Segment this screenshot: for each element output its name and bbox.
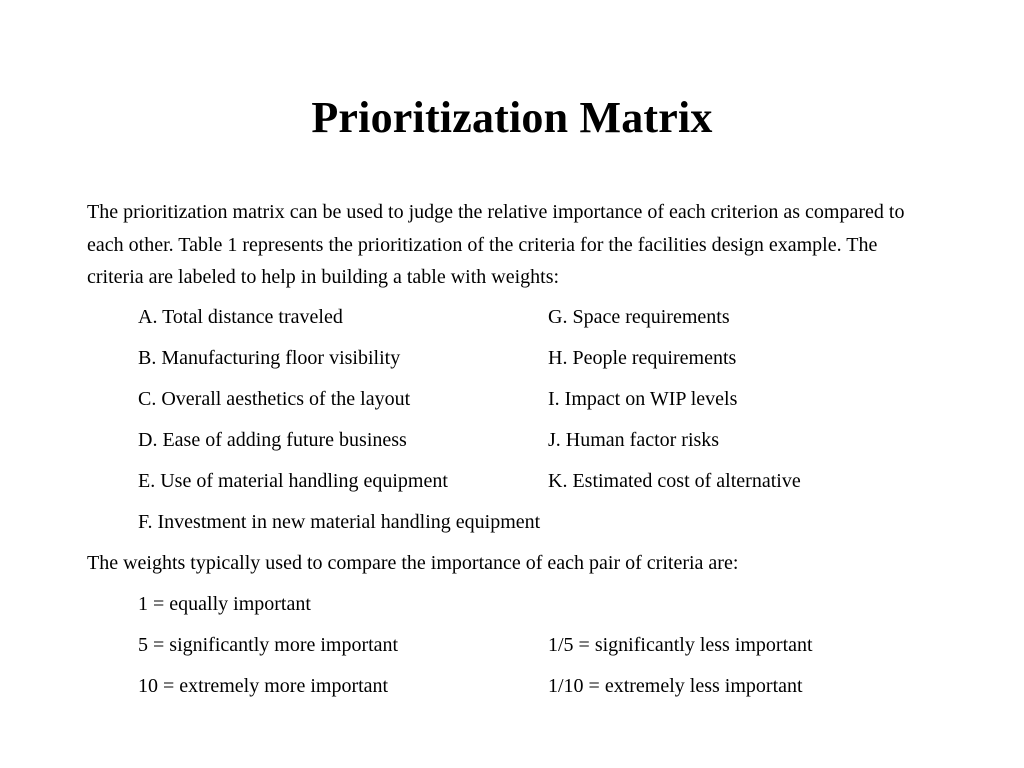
weight-extremely-more: 10 = extremely more important <box>138 675 389 697</box>
weight-significantly-less: 1/5 = significantly less important <box>548 634 813 656</box>
criterion-g: G. Space requirements <box>548 306 730 328</box>
criterion-j: J. Human factor risks <box>548 429 720 451</box>
weight-extremely-less: 1/10 = extremely less important <box>548 675 803 697</box>
weight-significantly-more: 5 = significantly more important <box>138 634 399 656</box>
page-title: Prioritization Matrix <box>311 93 713 142</box>
criterion-b: B. Manufacturing floor visibility <box>138 347 401 369</box>
criterion-c: C. Overall aesthetics of the layout <box>138 388 411 410</box>
criterion-a: A. Total distance traveled <box>138 306 343 328</box>
weights-intro: The weights typically used to compare the importance of each pair of criteria are: <box>87 552 739 574</box>
criterion-h: H. People requirements <box>548 347 737 369</box>
criterion-d: D. Ease of adding future business <box>138 429 407 451</box>
weight-equal: 1 = equally important <box>138 593 311 615</box>
criterion-k: K. Estimated cost of alternative <box>548 470 801 492</box>
intro-paragraph: The prioritization matrix can be used to judge the relative importance of each criterion as compared to each other. Table 1 represents the prioritization of the criteria for the facilities design example. The criteria are labeled to help in building a table with weights: <box>87 201 905 288</box>
criterion-i: I. Impact on WIP levels <box>548 388 738 410</box>
criterion-f: F. Investment in new material handling equipment <box>138 511 541 533</box>
criterion-e: E. Use of material handling equipment <box>138 470 448 492</box>
